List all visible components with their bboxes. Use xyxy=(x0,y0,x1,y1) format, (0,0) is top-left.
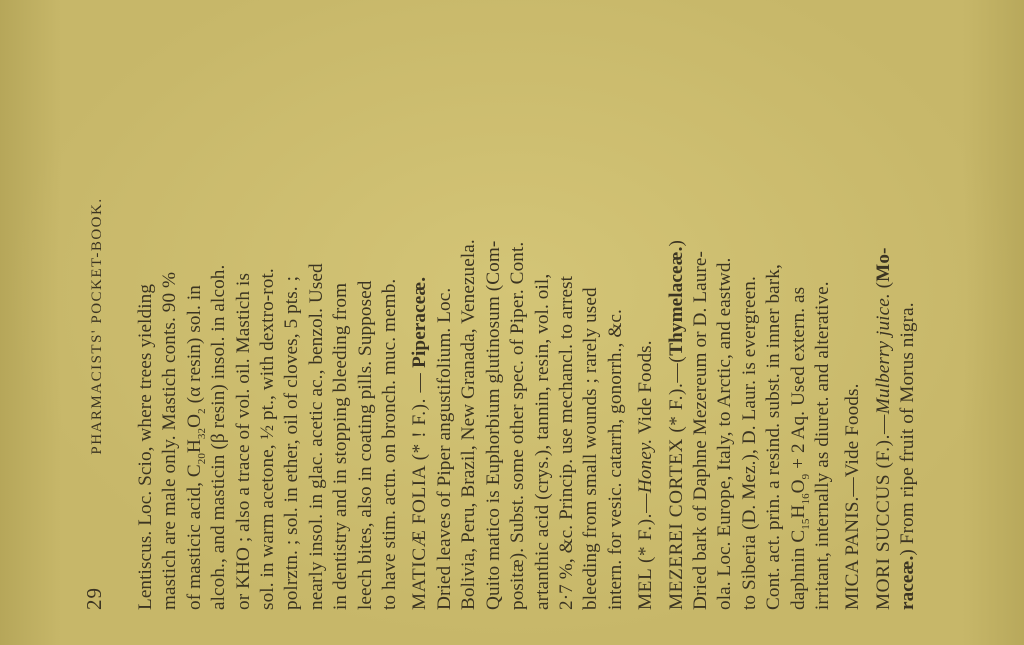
text-line: Dried bark of Daphne Mezereum or D. Laure- xyxy=(689,250,711,610)
entry-mezerei-cortex xyxy=(665,42,836,610)
entry-title: MEZEREI CORTEX (* F.).—( xyxy=(665,355,687,610)
page-header xyxy=(12,42,118,610)
entry-title: MEL (* F.).— xyxy=(635,493,657,610)
entry-heading xyxy=(634,42,658,610)
cross-reference: Vide Foods. xyxy=(635,340,657,439)
book-page xyxy=(12,2,1012,642)
text-line: mastich are male only. Mastich conts. 90 % xyxy=(159,271,181,610)
entry-heading: MICA PANIS.—Vide Foods. xyxy=(842,383,864,610)
running-head: PHARMACISTS' POCKET-BOOK. xyxy=(89,197,105,455)
text-line: bleeding from small wounds ; rarely used xyxy=(580,287,602,610)
text-line: raceæ.) From ripe fruit of Morus nigra. xyxy=(897,302,919,610)
text-line: to Siberia (D. Mez.), D. Laur. is evergreen. xyxy=(738,276,760,610)
text-line: daphnin $C_{15}H_{16}O_9 + 2$ Aq. Used extern. as xyxy=(787,286,812,610)
text-line: polrztn. ; sol. in ether, oil of cloves, 5 pts. ; xyxy=(281,275,303,610)
family-name: Piperaceæ. xyxy=(409,276,431,368)
common-name: Honey. xyxy=(635,438,657,494)
text-line: Cont. act. prin. a resind. subst. in inner bark, xyxy=(763,264,785,610)
text-line: ola. Loc. Europe, Italy, to Arctic, and eastwd. xyxy=(714,257,736,610)
entry-title: MORI SUCCUS (F.).— xyxy=(872,414,894,610)
text-line: in dentistry and in stopping bleeding from xyxy=(330,282,352,610)
text-line: of masticic acid, $C_{20}H_{32}O_2$ (α resin) sol. in xyxy=(183,285,208,610)
text-line: intern. for vesic. catarrh, gonorrh., &c. xyxy=(604,309,626,610)
family-name: Thymelaceæ. xyxy=(665,246,687,356)
text-line: sol. in warm acetone, ½ pt., with dextro-rot. xyxy=(257,268,279,610)
text-line: alcoh., and masticin (β resin) insol. in alcoh. xyxy=(208,264,230,610)
text-line: leech bites, also in coating pills. Supposed xyxy=(354,280,376,610)
text-line: Quito matico is Euphorbium glutinosum (Com- xyxy=(482,240,504,610)
entry-mica-panis xyxy=(841,42,865,610)
text-line: nearly insol. in glac. acetic ac., benzol. Used xyxy=(305,263,327,610)
page-number: 29 xyxy=(82,587,106,610)
text-line: artanthic acid (crys.), tannin, resin, vol. oil, xyxy=(531,273,553,610)
entry-title: MATICÆ FOLIA (* ! F.). — xyxy=(409,372,431,610)
text-line: or KHO ; also a trace of vol. oil. Mastich is xyxy=(232,272,254,610)
text-line: 2·7 %, &c. Princip. use mechancl. to arrest xyxy=(555,275,577,610)
text-line: Bolivia, Peru, Brazil, New Granada, Venezuela. xyxy=(458,239,480,610)
entry-mel xyxy=(634,42,658,610)
entry-heading xyxy=(408,42,432,610)
text-line: irritant, internally as diuret. and alterative. xyxy=(811,281,833,610)
mastic-continued-paragraph xyxy=(134,42,402,610)
family-name: Mo- xyxy=(872,247,894,282)
entry-heading: MORI SUCCUS (F.).—Mulberry juice. (Mo- xyxy=(872,247,894,610)
entry-mori-succus xyxy=(872,42,921,610)
common-name: Mulberry juice. xyxy=(872,293,894,415)
entry-heading: MEZEREI CORTEX (* F.).—(Thymelaceæ.) xyxy=(665,240,687,610)
entry-maticae-folia xyxy=(408,42,628,610)
page-body xyxy=(134,42,921,610)
family-name-continued: raceæ. xyxy=(897,555,919,610)
text-line: Lentiscus. Loc. Scio, where trees yielding xyxy=(135,283,156,610)
text-line: Dried leaves of Piper angustifolium. Loc. xyxy=(433,287,455,610)
text-line: to have stim. actn. on bronch. muc. memb. xyxy=(379,278,401,610)
text-line: positæ). Subst. some other spec. of Piper. Cont. xyxy=(507,241,529,610)
